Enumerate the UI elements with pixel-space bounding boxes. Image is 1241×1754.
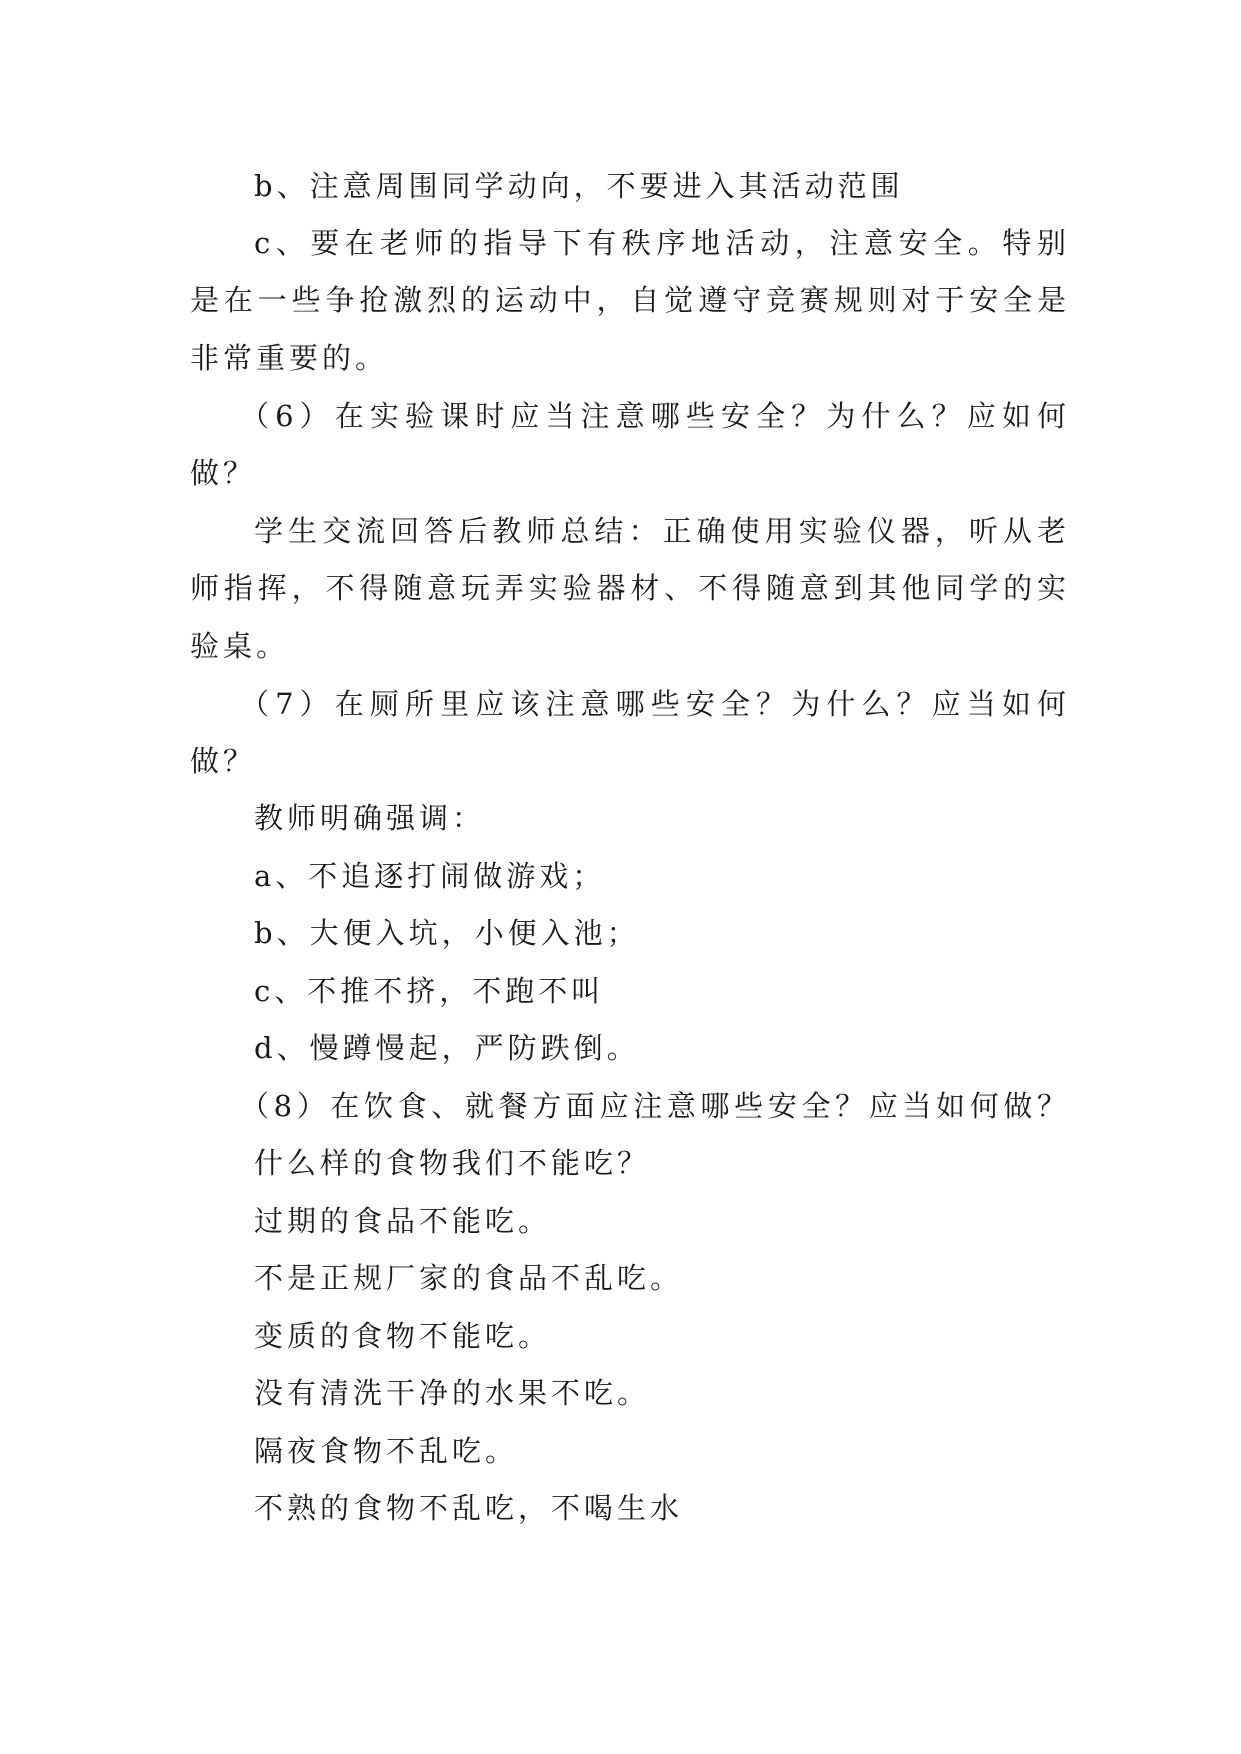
- text-line: 非常重要的。: [190, 341, 389, 375]
- text-line: 什么样的食物我们不能吃？: [254, 1146, 651, 1180]
- list-item: c、不推不挤，不跑不叫: [254, 974, 605, 1008]
- list-item: d、慢蹲慢起，严防跌倒。: [254, 1031, 640, 1065]
- question-heading: （8）在饮食、就餐方面应注意哪些安全？应当如何做？: [240, 1089, 1070, 1123]
- text-line: 是在一些争抢激烈的运动中，自觉遵守竞赛规则对于安全是: [190, 283, 1070, 317]
- list-item: a、不追逐打闹做游戏；: [254, 859, 606, 893]
- text-line: 做？: [190, 456, 257, 490]
- text-line: b、注意周围同学动向，不要进入其活动范围: [254, 169, 904, 203]
- text-line: 没有清洗干净的水果不吃。: [254, 1376, 651, 1410]
- text-line: 不熟的食物不乱吃，不喝生水: [254, 1491, 684, 1525]
- text-line: 教师明确强调：: [254, 801, 486, 835]
- text-line: 做？: [190, 744, 257, 778]
- question-heading: （7）在厕所里应该注意哪些安全？为什么？应当如何: [240, 687, 1070, 721]
- question-heading: （6）在实验课时应当注意哪些安全？为什么？应如何: [240, 399, 1070, 433]
- text-line: 师指挥，不得随意玩弄实验器材、不得随意到其他同学的实: [190, 571, 1070, 605]
- text-line: c、要在老师的指导下有秩序地活动，注意安全。特别: [254, 226, 1070, 260]
- text-line: 变质的食物不能吃。: [254, 1319, 552, 1353]
- text-line: 验桌。: [190, 629, 290, 663]
- text-line: 学生交流回答后教师总结：正确使用实验仪器，听从老: [254, 514, 1070, 548]
- text-line: 过期的食品不能吃。: [254, 1204, 552, 1238]
- list-item: b、大便入坑，小便入池；: [254, 916, 640, 950]
- text-line: 不是正规厂家的食品不乱吃。: [254, 1261, 684, 1295]
- text-line: 隔夜食物不乱吃。: [254, 1434, 519, 1468]
